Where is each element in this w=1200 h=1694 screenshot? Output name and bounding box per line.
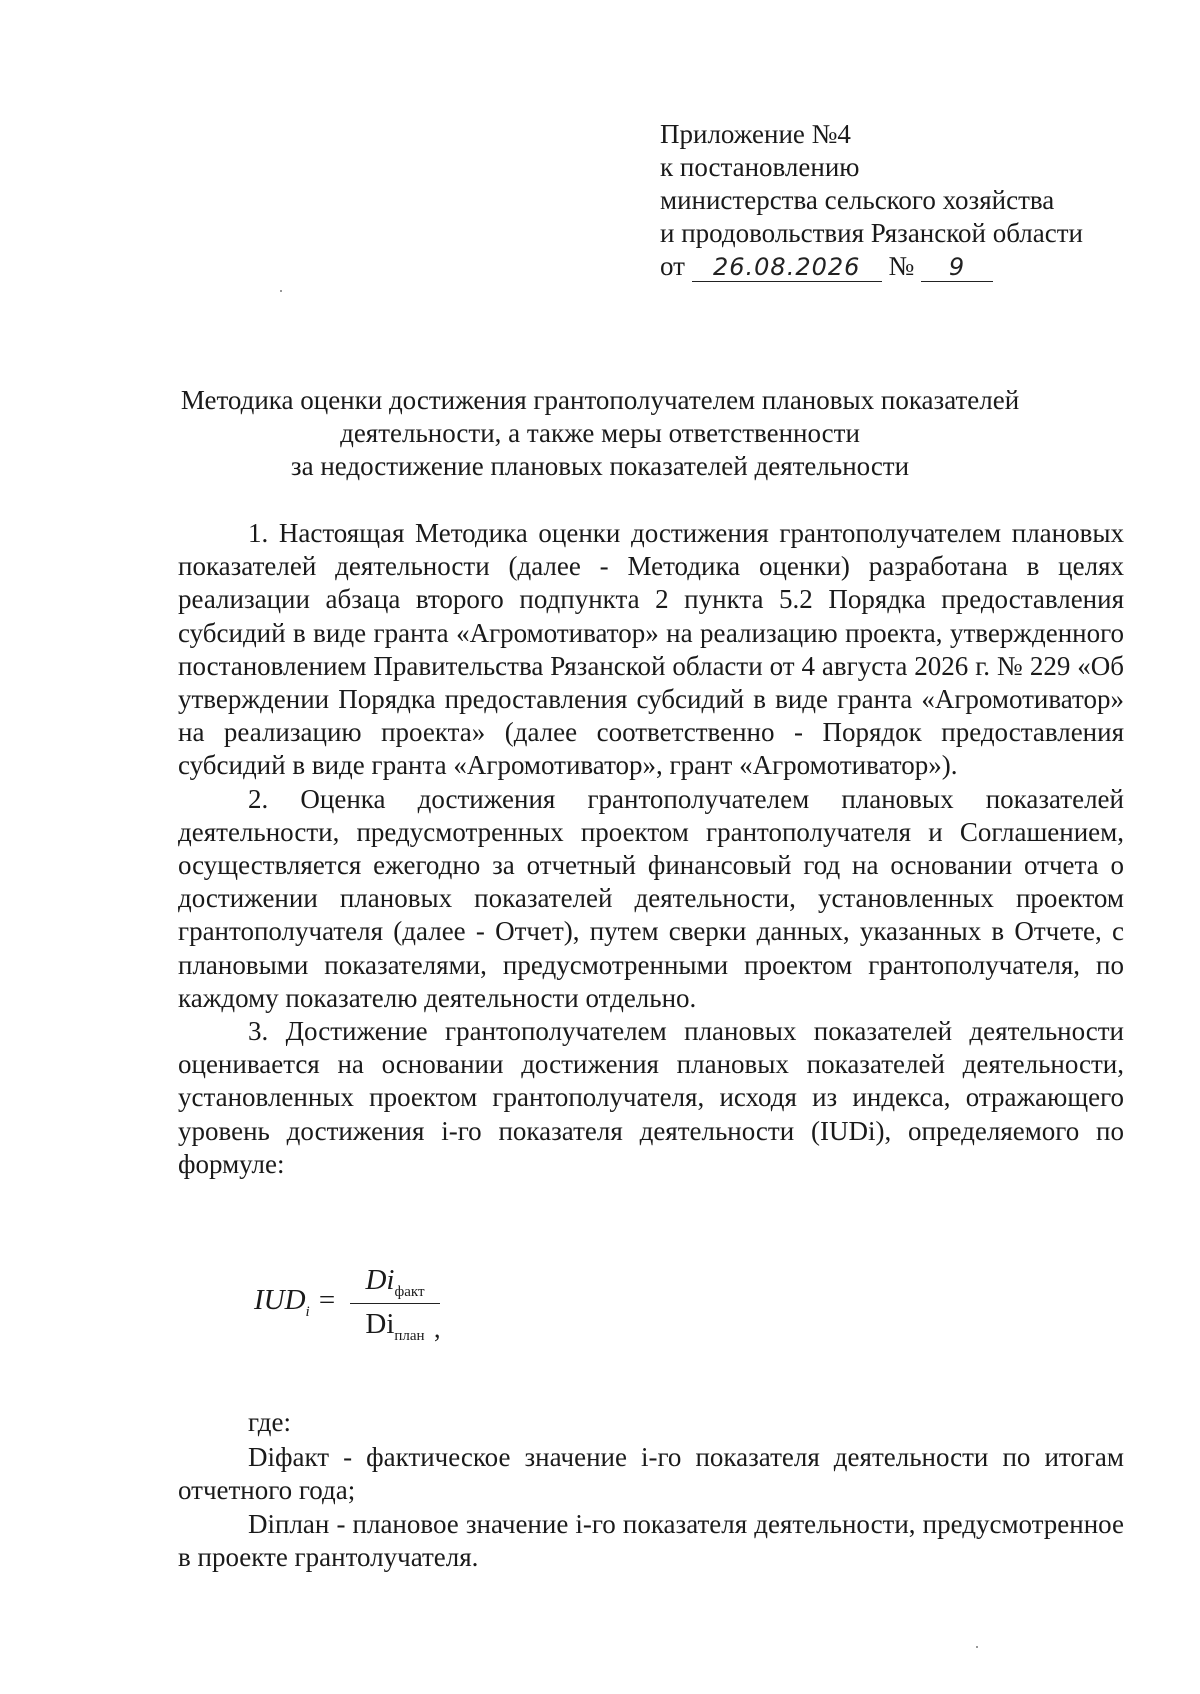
ministry-line: министерства сельского хозяйства xyxy=(660,185,1055,215)
title-line-2: деятельности, а также меры ответственности xyxy=(340,418,860,448)
appendix-ref-line: к постановлению xyxy=(660,152,860,182)
where-label: где: xyxy=(248,1407,291,1437)
appendix-number: Приложение №4 xyxy=(660,119,851,149)
paragraph-2: 2. Оценка достижения грантополучателем плановых показателей деятельности, предусмотренных проектом грантополучателя и Соглашением, осуществляется ежегодно за отчетный финансовый год на основании отчета о достижении плановых показателей деятельности, установленных проектом грантополучателя (далее - Отчет), путем сверки данных, указанных в Отчете, с плановыми показателями, предусмотренными проектом грантополучателя, по каждому показателю деятельности отдельно. xyxy=(178,783,1124,1013)
date-number-line xyxy=(660,250,1083,283)
document-body xyxy=(178,517,1124,1181)
definition-plan: Diплан - плановое значение i-го показателя деятельности, предусмотренное в проекте грантолучателя. xyxy=(178,1508,1124,1572)
appendix-header xyxy=(660,118,1083,283)
title-line-1: Методика оценки достижения грантополучателем плановых показателей xyxy=(180,385,1020,415)
denominator-sub: план xyxy=(394,1327,425,1344)
numerator-sub: факт xyxy=(394,1283,425,1300)
formula-fraction xyxy=(350,1264,440,1345)
from-label: от xyxy=(660,251,685,281)
formula-comma: , xyxy=(434,1314,441,1343)
definitions xyxy=(178,1406,1124,1574)
formula-lhs-sub: i xyxy=(305,1303,310,1320)
denominator-var: Di xyxy=(365,1307,395,1340)
numerator-var: Di xyxy=(365,1264,395,1296)
iud-formula xyxy=(254,1264,554,1344)
fraction-bar xyxy=(350,1303,440,1304)
formula-lhs xyxy=(254,1284,337,1321)
number-label: № xyxy=(888,251,915,281)
paragraph-3: 3. Достижение грантополучателем плановых показателей деятельности оценивается на основании достижения плановых показателей деятельности, установленных проектом грантополучателя, исходя из индекса, отражающего уровень достижения i-го показателя деятельности (IUDi), определяемого по формуле: xyxy=(178,1016,1125,1179)
definition-fact: Diфакт - фактическое значение i-го показателя деятельности по итогам отчетного года; xyxy=(178,1442,1124,1506)
handwritten-date: 26.08.2026 xyxy=(712,253,861,281)
handwritten-number: 9 xyxy=(948,253,966,281)
paragraph-1: 1. Настоящая Методика оценки достижения грантополучателем плановых показателей деятельности (далее - Методика оценки) разработана в целях реализации абзаца второго подпункта 2 пункта 5.2 Порядка предоставления субсидий в виде гранта «Агромотиватор» на реализацию проекта, утвержденного постановлением Правительства Рязанской области от 4 августа 2026 г. № 229 «Об утверждении Порядка предоставления субсидий в виде гранта «Агромотиватор» на реализацию проекта» (далее соответственно - Порядок предоставления субсидий в виде гранта «Агромотиватор», грант «Агромотиватор»). xyxy=(178,518,1124,781)
formula-lhs-var: IUD xyxy=(254,1284,306,1316)
handwritten-date-field xyxy=(692,252,882,282)
title-line-3: за недостижение плановых показателей деятельности xyxy=(290,451,910,481)
formula-denominator xyxy=(350,1308,440,1345)
handwritten-number-field xyxy=(921,252,993,282)
region-line: и продовольствия Рязанской области xyxy=(660,218,1083,248)
document-title xyxy=(150,384,1050,483)
scan-speck xyxy=(280,290,282,292)
formula-equals: = xyxy=(316,1284,337,1316)
scan-speck xyxy=(976,1646,978,1648)
formula-numerator xyxy=(350,1264,440,1301)
